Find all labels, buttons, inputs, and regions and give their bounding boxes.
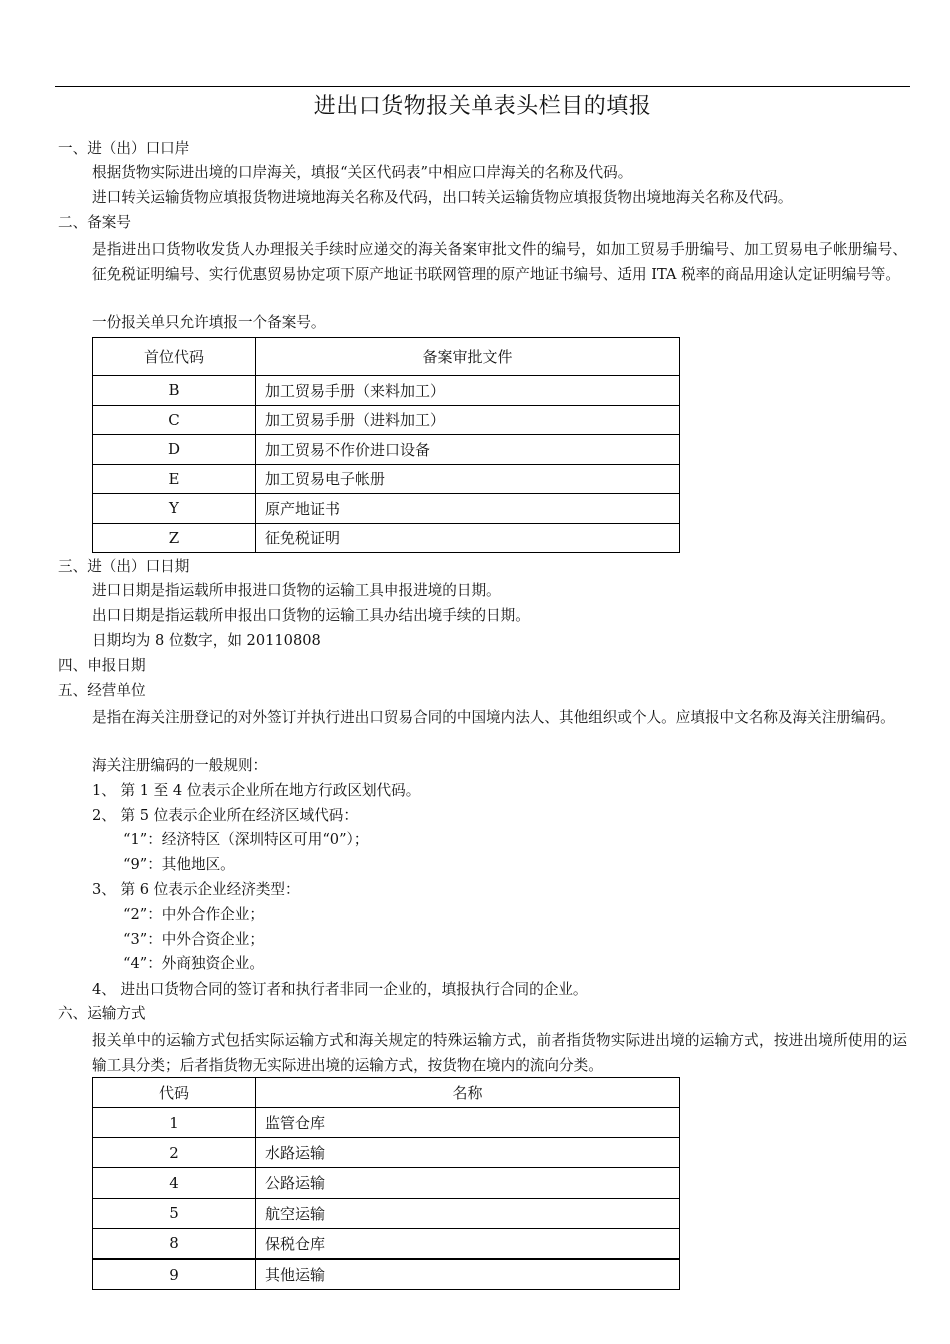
- header-rule: [55, 86, 910, 87]
- document-cell: 加工贸易电子帐册: [256, 464, 680, 494]
- table-row: [93, 1168, 680, 1198]
- code-cell: 5: [93, 1198, 256, 1228]
- column-header: 名称: [256, 1078, 680, 1108]
- table-row: [93, 523, 680, 553]
- section-5-para-2: 海关注册编码的一般规则：: [92, 757, 268, 774]
- rule-item-2a: “1”：经济特区（深圳特区可用“0”）；: [123, 831, 369, 848]
- section-5-heading: 五、经营单位: [58, 682, 146, 699]
- table-row: [93, 1198, 680, 1228]
- code-cell: Y: [93, 494, 256, 524]
- table-header-row: [93, 1078, 680, 1108]
- document-cell: 加工贸易手册（来料加工）: [256, 376, 680, 406]
- document-title: 进出口货物报关单表头栏目的填报: [313, 94, 652, 119]
- section-5-para-1: 是指在海关注册登记的对外签订并执行进出口贸易合同的中国境内法人、其他组织或个人。应填报中文名称及海关注册编码。: [92, 709, 895, 726]
- code-cell: 9: [93, 1259, 256, 1290]
- rule-item-2b: “9”：其他地区。: [123, 856, 235, 873]
- code-cell: 4: [93, 1168, 256, 1198]
- section-6-para-1: 报关单中的运输方式包括实际运输方式和海关规定的特殊运输方式，前者指货物实际进出境的运输方式，按进出境所使用的运输工具分类；后者指货物无实际进出境的运输方式，按货物在境内的流向分类。: [92, 1032, 907, 1074]
- section-3-para-3: 日期均为 8 位数字，如 20110808: [92, 632, 321, 649]
- document-cell: 加工贸易手册（进料加工）: [256, 405, 680, 435]
- code-cell: Z: [93, 523, 256, 553]
- table-row: [93, 1138, 680, 1168]
- rule-item-4: 4、 进出口货物合同的签订者和执行者非同一企业的，填报执行合同的企业。: [92, 981, 588, 998]
- table-row: [93, 405, 680, 435]
- rule-item-3a: “2”：中外合作企业；: [123, 906, 264, 923]
- table-row: [93, 1108, 680, 1138]
- table-row: [93, 376, 680, 406]
- section-4-heading: 四、申报日期: [58, 657, 146, 674]
- name-cell: 监管仓库: [256, 1108, 680, 1138]
- section-1-para-1: 根据货物实际进出境的口岸海关，填报“关区代码表”中相应口岸海关的名称及代码。: [92, 164, 633, 181]
- transport-mode-table: [92, 1077, 680, 1290]
- section-3-para-1: 进口日期是指运载所申报进口货物的运输工具申报进境的日期。: [92, 582, 501, 599]
- code-cell: B: [93, 376, 256, 406]
- rule-item-3b: “3”：中外合资企业；: [123, 931, 264, 948]
- document-cell: 加工贸易不作价进口设备: [256, 435, 680, 465]
- table-row: [93, 464, 680, 494]
- section-1-para-2: 进口转关运输货物应填报货物进境地海关名称及代码，出口转关运输货物应填报货物出境地海关名称及代码。: [92, 189, 793, 206]
- code-cell: C: [93, 405, 256, 435]
- section-6-heading: 六、运输方式: [58, 1005, 146, 1022]
- column-header: 代码: [93, 1078, 256, 1108]
- code-cell: E: [93, 464, 256, 494]
- rule-item-3: 3、 第 6 位表示企业经济类型：: [92, 881, 300, 898]
- record-number-table: [92, 337, 680, 553]
- column-header: 首位代码: [93, 338, 256, 376]
- section-3-heading: 三、进（出）口日期: [58, 558, 190, 575]
- section-2-para-1: 是指进出口货物收发货人办理报关手续时应递交的海关备案审批文件的编号，如加工贸易手册编号、加工贸易电子帐册编号、征免税证明编号、实行优惠贸易协定项下原产地证书联网管理的原产地证书编号、适用 ITA 税率的商品用途认定证明编号等。: [92, 241, 907, 283]
- name-cell: 其他运输: [256, 1259, 680, 1290]
- table-row: [93, 1228, 680, 1259]
- code-cell: 8: [93, 1228, 256, 1259]
- document-cell: 原产地证书: [256, 494, 680, 524]
- table-row: [93, 435, 680, 465]
- table-row: [93, 494, 680, 524]
- section-3-para-2: 出口日期是指运载所申报出口货物的运输工具办结出境手续的日期。: [92, 607, 530, 624]
- table-row: [93, 1259, 680, 1290]
- name-cell: 公路运输: [256, 1168, 680, 1198]
- section-2-para-2: 一份报关单只允许填报一个备案号。: [92, 314, 326, 331]
- document-cell: 征免税证明: [256, 523, 680, 553]
- code-cell: D: [93, 435, 256, 465]
- section-1-heading: 一、进（出）口口岸: [58, 140, 190, 157]
- rule-item-2: 2、 第 5 位表示企业所在经济区域代码：: [92, 807, 358, 824]
- table-header-row: [93, 338, 680, 376]
- rule-item-1: 1、 第 1 至 4 位表示企业所在地方行政区划代码。: [92, 782, 421, 799]
- section-2-heading: 二、备案号: [58, 214, 131, 231]
- column-header: 备案审批文件: [256, 338, 680, 376]
- code-cell: 1: [93, 1108, 256, 1138]
- name-cell: 水路运输: [256, 1138, 680, 1168]
- name-cell: 航空运输: [256, 1198, 680, 1228]
- name-cell: 保税仓库: [256, 1228, 680, 1259]
- rule-item-3c: “4”：外商独资企业。: [123, 955, 264, 972]
- code-cell: 2: [93, 1138, 256, 1168]
